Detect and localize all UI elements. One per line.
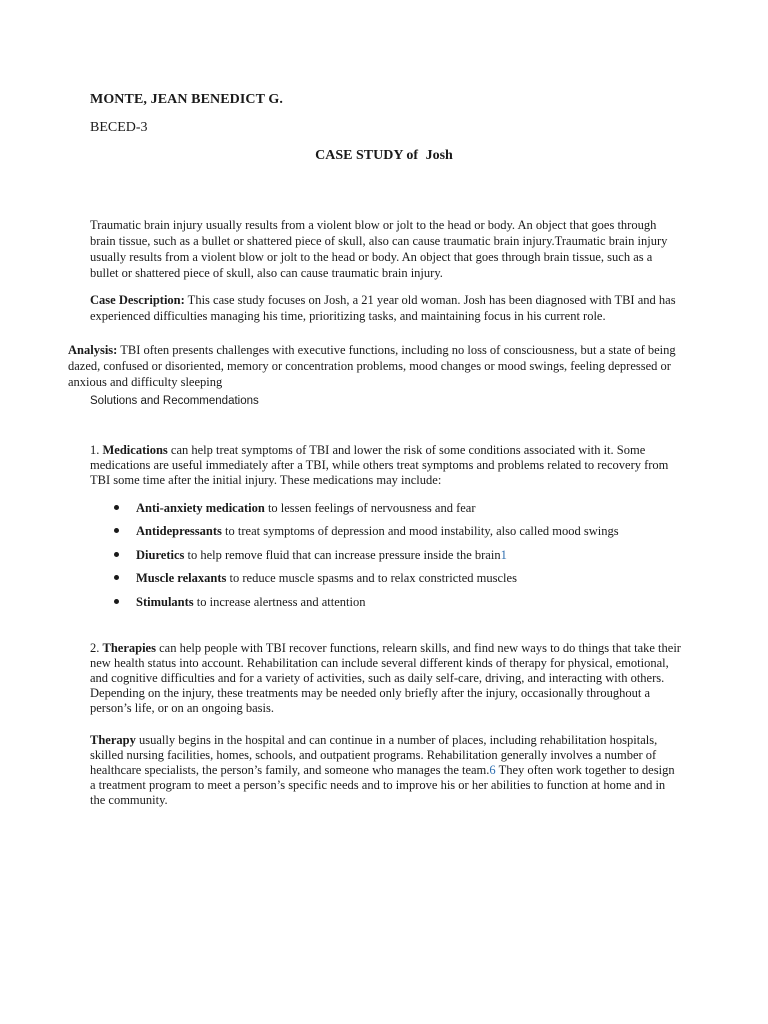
medication-name: Anti-anxiety medication (136, 501, 265, 515)
medications-text: can help treat symptoms of TBI and lower the risk of some conditions associated with it. Some medications are useful immediately after a TBI, while others treat symptoms and problems related to recovery from TBI some time after the initial injury. These medications may include: (90, 442, 669, 487)
medications-label: Medications (102, 442, 168, 457)
analysis-text: TBI often presents challenges with executive functions, including no loss of consciousness, but a state of being dazed, confused or disoriented, memory or concentration problems, mood changes or mood swings, feeling depressed or anxious and difficulty sleeping (68, 342, 676, 389)
medication-list-item (112, 523, 692, 546)
page-title (0, 148, 768, 164)
therapies-paragraph (90, 641, 682, 716)
therapies-text: can help people with TBI recover functions, relearn skills, and find new ways to do things that take their new health status into account. Rehabilitation can include several different kinds of therapy for physical, emotional, and cognitive difficulties and for a variety of activities, such as daily self-care, driving, and interacting with others. Depending on the injury, these treatments may be needed only briefly after the injury, occasionally throughout a person’s life, or on an ongoing basis. (90, 640, 681, 715)
analysis-label: Analysis: (68, 342, 118, 357)
medication-name: Stimulants (136, 594, 194, 609)
therapies-number: 2. (90, 640, 103, 655)
case-description-text: This case study focuses on Josh, a 21 year old woman. Josh has been diagnosed with TBI and has experienced difficulties managing his time, prioritizing tasks, and maintaining focus in his current role. (90, 292, 676, 323)
medication-list (112, 500, 692, 617)
medication-name: Muscle relaxants (136, 571, 227, 586)
medication-name: Diuretics (136, 547, 185, 562)
therapy-text-continued: They often work together to design a treatment program to meet a person’s specific needs and to improve his or her abilities to function at home and in the community. (90, 762, 675, 807)
reference-link[interactable]: 6 (489, 762, 496, 777)
medication-desc: to lessen feelings of nervousness and fear (264, 501, 476, 515)
solutions-heading: Solutions and Recommendations (90, 395, 259, 407)
medication-desc: to treat symptoms of depression and mood instability, also called mood swings (221, 524, 619, 539)
intro-paragraph: Traumatic brain injury usually results from a violent blow or jolt to the head or body. An object that goes through brain tissue, such as a bullet or shattered piece of skull, also can cause traumatic brain injury.Traumatic brain injury usually results from a violent blow or jolt to the head or body. An object that goes through brain tissue, such as a bullet or shattered piece of skull, also can cause traumatic brain injury. (90, 217, 668, 280)
medication-list-item (112, 500, 692, 523)
medication-list-item (112, 594, 692, 617)
analysis-paragraph (68, 342, 680, 390)
therapies-label: Therapies (102, 640, 156, 655)
medication-desc: to reduce muscle spasms and to relax constricted muscles (226, 571, 517, 586)
case-description-label: Case Description: (90, 292, 185, 307)
medication-name: Antidepressants (136, 524, 222, 539)
author-name: MONTE, JEAN BENEDICT G. (90, 92, 284, 107)
medication-desc: to help remove fluid that can increase pressure inside the brain (184, 547, 501, 562)
title-name: Josh (425, 148, 453, 163)
medications-paragraph (90, 443, 682, 488)
title-prefix: CASE STUDY of (315, 148, 419, 163)
bullet-icon (114, 599, 119, 604)
bullet-icon (114, 575, 119, 580)
therapy-text: usually begins in the hospital and can continue in a number of places, including rehabilitation hospitals, skilled nursing facilities, homes, schools, and outpatient programs. Rehabilitation generally involves a number of healthcare specialists, the person’s family, and someone who manages the team. (90, 732, 658, 777)
reference-link[interactable]: 1 (500, 547, 507, 562)
bullet-icon (114, 552, 119, 557)
therapy-paragraph (90, 733, 682, 808)
medication-list-item (112, 570, 692, 593)
therapy-label: Therapy (90, 732, 136, 747)
bullet-icon (114, 528, 119, 533)
medications-number: 1. (90, 442, 103, 457)
course-code: BECED-3 (90, 120, 148, 135)
medication-list-item (112, 547, 692, 570)
case-description-paragraph (90, 292, 680, 324)
bullet-icon (114, 505, 119, 510)
medication-desc: to increase alertness and attention (193, 594, 366, 609)
